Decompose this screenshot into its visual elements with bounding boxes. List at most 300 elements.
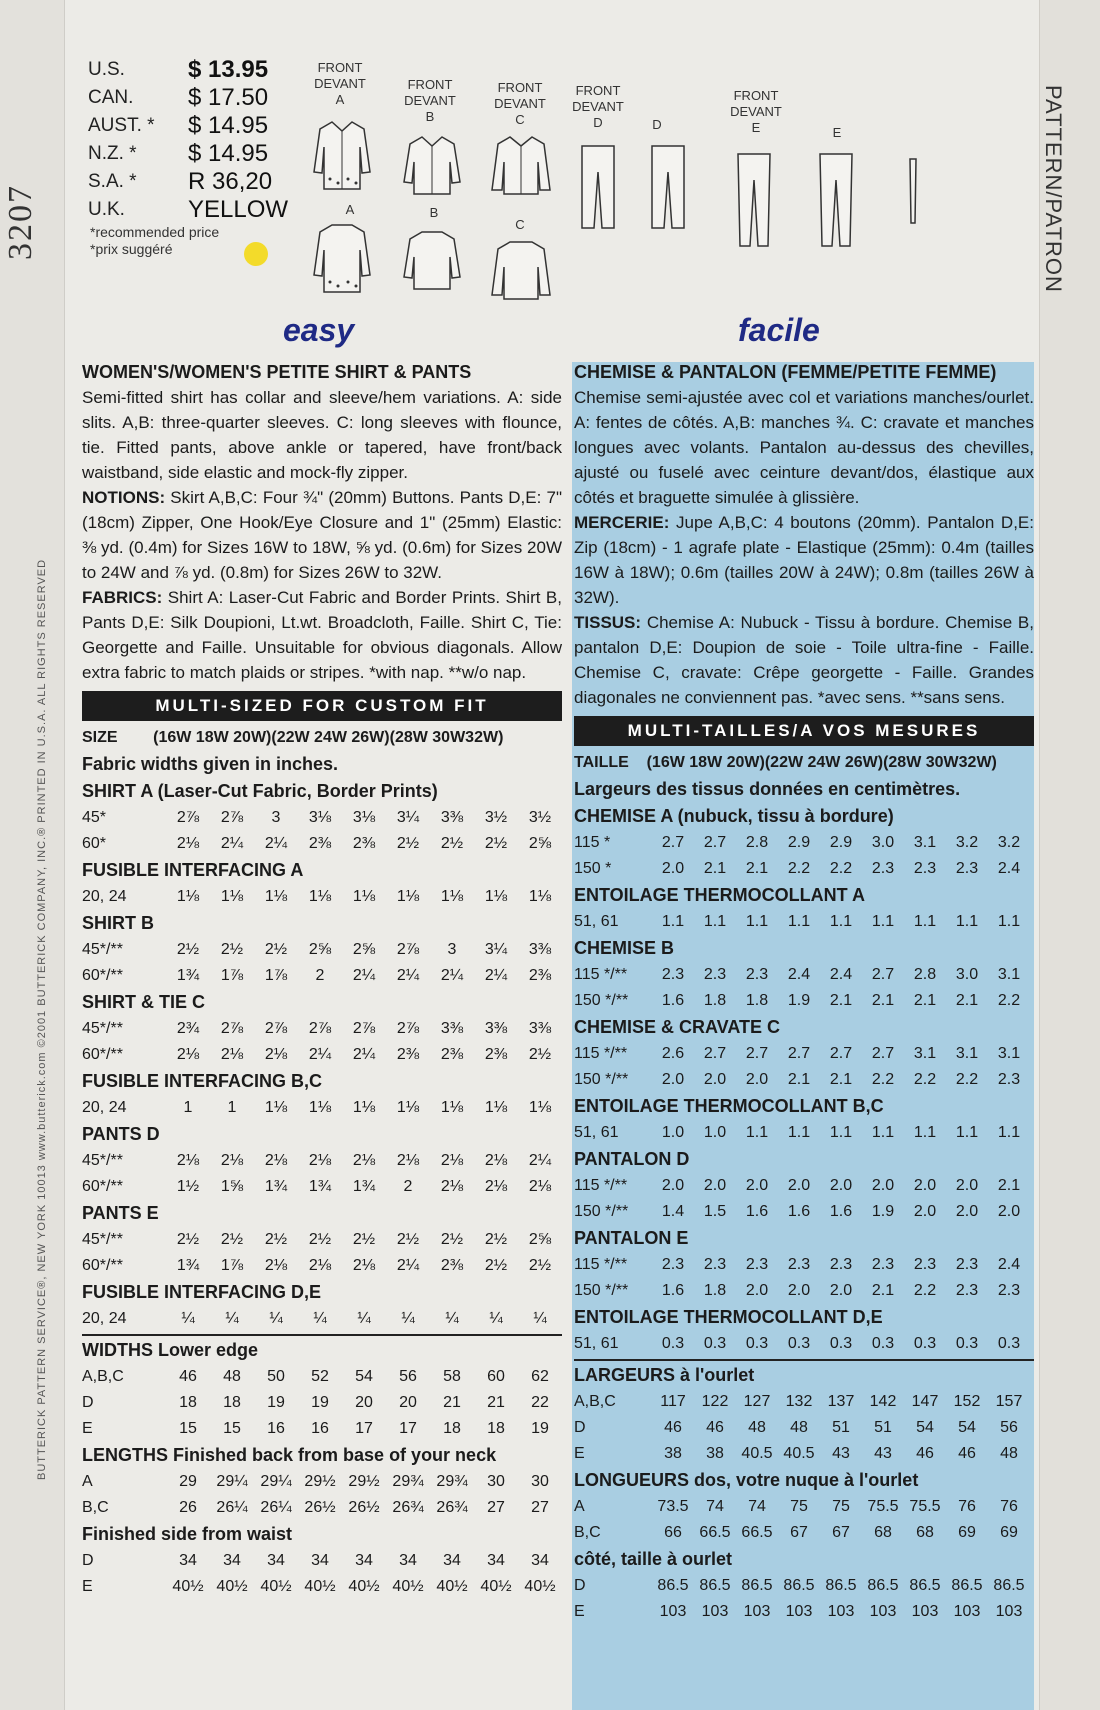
view-label: FRONT DEVANT E bbox=[730, 88, 782, 135]
table-cell: 76 bbox=[958, 1497, 976, 1515]
table-cell: 40½ bbox=[348, 1577, 380, 1595]
table-cell: 2¼ bbox=[264, 834, 288, 852]
table-cell: 2½ bbox=[528, 1256, 552, 1274]
table-cell: 3 bbox=[271, 808, 281, 826]
table-cell: 1.8 bbox=[745, 991, 769, 1009]
table-cell: ¼ bbox=[357, 1309, 371, 1327]
table-cell: 2⅝ bbox=[352, 940, 376, 958]
table-rule bbox=[574, 1359, 1034, 1361]
table-cell: 34 bbox=[487, 1551, 505, 1569]
table-cell: 26¼ bbox=[260, 1498, 292, 1516]
table-cell: 1.1 bbox=[997, 912, 1021, 930]
price-value: $ 17.50 bbox=[188, 84, 269, 111]
row-key: 60*/** bbox=[82, 1256, 123, 1274]
table-cell: 2⅛ bbox=[220, 1045, 244, 1063]
table-cell: 18 bbox=[223, 1393, 241, 1411]
table-cell: 2.4 bbox=[997, 1255, 1021, 1273]
table-cell: 2½ bbox=[440, 1230, 464, 1248]
table-cell: 29½ bbox=[348, 1472, 380, 1490]
table-section-title: Finished side from waist bbox=[82, 1524, 293, 1544]
table-cell: 2.3 bbox=[997, 1281, 1021, 1299]
row-key: E bbox=[574, 1602, 585, 1620]
table-cell: 2.7 bbox=[745, 1044, 769, 1062]
table-cell: 2⅛ bbox=[264, 1256, 288, 1274]
table-row bbox=[82, 1389, 562, 1415]
table-cell: 2.4 bbox=[997, 859, 1021, 877]
table-cell: ¼ bbox=[533, 1309, 547, 1327]
table-cell: 1⅛ bbox=[220, 887, 244, 905]
pants-d-back-icon bbox=[648, 142, 688, 232]
row-key: 150 */** bbox=[574, 1070, 629, 1088]
table-cell: 3⅜ bbox=[440, 808, 464, 826]
table-cell: 3.2 bbox=[955, 833, 979, 851]
view-label: A bbox=[345, 202, 355, 217]
view-label: FRONT DEVANT C bbox=[494, 80, 546, 127]
table-cell: 2½ bbox=[440, 834, 464, 852]
price-note: *prix suggéré bbox=[90, 241, 173, 257]
table-cell: 2.3 bbox=[661, 1255, 685, 1273]
row-key: 150 */** bbox=[574, 991, 629, 1009]
table-cell: 2.1 bbox=[745, 859, 769, 877]
table-cell: 2.8 bbox=[745, 833, 769, 851]
table-cell: 1¾ bbox=[176, 1256, 200, 1274]
table-cell: 46 bbox=[706, 1418, 724, 1436]
price-country: CAN. bbox=[88, 87, 134, 108]
table-cell: 1.6 bbox=[661, 991, 685, 1009]
table-cell: 2.3 bbox=[871, 859, 895, 877]
row-key: A bbox=[82, 1472, 93, 1490]
table-cell: 2.0 bbox=[661, 1070, 685, 1088]
table-section-title: ENTOILAGE THERMOCOLLANT D,E bbox=[574, 1307, 883, 1327]
row-key: 20, 24 bbox=[82, 1098, 127, 1116]
table-cell: 2½ bbox=[352, 1230, 376, 1248]
table-cell: 1.1 bbox=[955, 912, 979, 930]
row-key: 45*/** bbox=[82, 1019, 123, 1037]
table-row bbox=[82, 830, 562, 856]
table-cell: 2⅞ bbox=[396, 940, 420, 958]
view-label: E bbox=[832, 125, 842, 140]
table-cell: 2.0 bbox=[787, 1176, 811, 1194]
table-cell: 2⅛ bbox=[176, 1151, 200, 1169]
table-cell: 3½ bbox=[528, 808, 552, 826]
table-cell: 2⅜ bbox=[352, 834, 376, 852]
english-yardage-table bbox=[82, 779, 562, 1599]
table-cell: 29¾ bbox=[392, 1472, 424, 1490]
table-cell: 2.8 bbox=[913, 965, 937, 983]
row-key: 150 */** bbox=[574, 1281, 629, 1299]
table-cell: 86.5 bbox=[867, 1576, 899, 1594]
table-cell: 2.0 bbox=[787, 1281, 811, 1299]
table-row bbox=[574, 829, 1034, 855]
table-cell: 56 bbox=[1000, 1418, 1018, 1436]
table-cell: 54 bbox=[958, 1418, 976, 1436]
table-row bbox=[82, 804, 562, 830]
side-label: PATTERN/PATRON bbox=[1041, 85, 1066, 293]
copyright-line: BUTTERICK PATTERN SERVICE®, NEW YORK 10013 www.butterick.com ©2001 BUTTERICK COMPANY, INC.® PRINTED IN U.S.A. ALL RIGHTS RESERVED bbox=[36, 558, 48, 1480]
price-row bbox=[88, 112, 288, 140]
table-cell: 40½ bbox=[304, 1577, 336, 1595]
table-cell: 2½ bbox=[396, 834, 420, 852]
table-cell: 15 bbox=[223, 1419, 241, 1437]
table-cell: 1.1 bbox=[703, 912, 727, 930]
table-cell: 2⅛ bbox=[264, 1045, 288, 1063]
price-row bbox=[88, 56, 288, 84]
table-cell: 48 bbox=[1000, 1444, 1018, 1462]
table-cell: 1.6 bbox=[661, 1281, 685, 1299]
table-cell: 40½ bbox=[524, 1577, 556, 1595]
table-cell: 48 bbox=[223, 1367, 241, 1385]
table-cell: 103 bbox=[743, 1602, 771, 1620]
table-cell: 1⅛ bbox=[440, 1098, 464, 1116]
table-cell: 0.3 bbox=[745, 1334, 769, 1352]
table-cell: 2.0 bbox=[955, 1202, 979, 1220]
row-key: 115 */** bbox=[574, 1255, 628, 1273]
table-cell: 2½ bbox=[264, 940, 288, 958]
shirt-a-back-icon bbox=[312, 220, 372, 300]
table-cell: 2.3 bbox=[955, 1281, 979, 1299]
table-cell: 3⅜ bbox=[440, 1019, 464, 1037]
table-cell: 2¼ bbox=[352, 966, 376, 984]
table-cell: 86.5 bbox=[741, 1576, 773, 1594]
table-section-title: SHIRT B bbox=[82, 913, 154, 933]
table-cell: 2⅛ bbox=[176, 834, 200, 852]
table-cell: 2.1 bbox=[787, 1070, 811, 1088]
price-country: S.A. * bbox=[88, 171, 137, 192]
table-cell: 1¾ bbox=[352, 1177, 376, 1195]
table-cell: 20 bbox=[355, 1393, 373, 1411]
row-key: D bbox=[82, 1551, 94, 1569]
english-column bbox=[82, 360, 562, 1599]
table-cell: 0.3 bbox=[955, 1334, 979, 1352]
view-label: C bbox=[515, 217, 525, 232]
table-cell: 2.3 bbox=[997, 1070, 1021, 1088]
table-cell: 2⅜ bbox=[308, 834, 332, 852]
table-row bbox=[82, 1573, 562, 1599]
table-section-title: PANTS D bbox=[82, 1124, 160, 1144]
table-section-title: WIDTHS Lower edge bbox=[82, 1340, 259, 1360]
table-cell: 2.4 bbox=[829, 965, 853, 983]
table-row bbox=[82, 1415, 562, 1441]
price-value: R 36,20 bbox=[188, 168, 273, 195]
table-cell: 40½ bbox=[260, 1577, 292, 1595]
row-key: E bbox=[82, 1419, 93, 1437]
table-row bbox=[574, 1277, 1034, 1303]
table-cell: 2.0 bbox=[913, 1176, 937, 1194]
table-cell: 137 bbox=[827, 1392, 855, 1410]
table-cell: 1.0 bbox=[703, 1123, 727, 1141]
table-cell: 2¼ bbox=[396, 1256, 420, 1274]
table-section-title: ENTOILAGE THERMOCOLLANT B,C bbox=[574, 1096, 884, 1116]
table-cell: 3⅜ bbox=[484, 1019, 508, 1037]
table-cell: 1⅛ bbox=[308, 1098, 332, 1116]
table-cell: 0.3 bbox=[913, 1334, 937, 1352]
table-cell: 2.3 bbox=[955, 859, 979, 877]
table-cell: 68 bbox=[916, 1523, 934, 1541]
row-key: D bbox=[574, 1576, 586, 1594]
table-cell: 1.5 bbox=[703, 1202, 727, 1220]
row-key: 51, 61 bbox=[574, 1123, 619, 1141]
table-cell: 2.3 bbox=[661, 965, 685, 983]
table-cell: 2.7 bbox=[703, 833, 727, 851]
table-cell: 69 bbox=[1000, 1523, 1018, 1541]
table-cell: 1⅛ bbox=[396, 887, 420, 905]
price-value: $ 14.95 bbox=[188, 112, 269, 139]
table-cell: 26¼ bbox=[216, 1498, 248, 1516]
table-section-title: LONGUEURS dos, votre nuque à l'ourlet bbox=[574, 1470, 919, 1490]
table-cell: 56 bbox=[399, 1367, 417, 1385]
table-cell: 86.5 bbox=[909, 1576, 941, 1594]
table-cell: 2.1 bbox=[829, 991, 853, 1009]
row-key: 51, 61 bbox=[574, 912, 619, 930]
shirt-b-front-icon bbox=[402, 132, 462, 202]
row-key: 20, 24 bbox=[82, 887, 127, 905]
table-cell: 2⅛ bbox=[308, 1151, 332, 1169]
table-cell: 147 bbox=[911, 1392, 939, 1410]
table-cell: 1 bbox=[183, 1098, 193, 1116]
table-cell: 2½ bbox=[396, 1230, 420, 1248]
table-cell: 66.5 bbox=[741, 1523, 773, 1541]
table-cell: 51 bbox=[832, 1418, 850, 1436]
table-cell: 1¾ bbox=[264, 1177, 288, 1195]
table-cell: 2⅜ bbox=[484, 1045, 508, 1063]
table-cell: 2⅛ bbox=[484, 1151, 508, 1169]
table-cell: 0.3 bbox=[661, 1334, 685, 1352]
table-cell: 1.6 bbox=[745, 1202, 769, 1220]
table-cell: 54 bbox=[916, 1418, 934, 1436]
table-cell: 1.9 bbox=[787, 991, 811, 1009]
table-cell: 40½ bbox=[480, 1577, 512, 1595]
table-cell: 1.1 bbox=[913, 912, 937, 930]
table-row bbox=[574, 1388, 1034, 1414]
table-cell: 3⅜ bbox=[528, 1019, 552, 1037]
table-cell: 2.0 bbox=[661, 1176, 685, 1194]
table-cell: 2.9 bbox=[829, 833, 853, 851]
table-cell: 19 bbox=[311, 1393, 329, 1411]
table-cell: 2.3 bbox=[745, 1255, 769, 1273]
row-key: 150 */** bbox=[574, 1202, 629, 1220]
table-cell: 2⅛ bbox=[352, 1151, 376, 1169]
table-cell: 3⅜ bbox=[528, 940, 552, 958]
table-row bbox=[82, 962, 562, 988]
table-cell: 2.1 bbox=[913, 991, 937, 1009]
table-cell: 1.1 bbox=[787, 1123, 811, 1141]
english-fabrics: FABRICS: Shirt A: Laser-Cut Fabric and Border Prints. Shirt B, Pants D,E: Silk Doupioni, Lt.wt. Broadcloth, Faille. Shirt C, Tie: Georgette and Faille. Unsuitable for obvious diagonals. Allow extra fabric to match plaids or stripes. *with nap. **w/o nap. bbox=[82, 588, 562, 682]
table-cell: ¼ bbox=[181, 1309, 195, 1327]
table-cell: 1 bbox=[227, 1098, 237, 1116]
table-cell: 2.0 bbox=[661, 859, 685, 877]
price-row bbox=[88, 168, 288, 196]
row-key: 60*/** bbox=[82, 1045, 123, 1063]
table-cell: 2.7 bbox=[829, 1044, 853, 1062]
table-cell: 40½ bbox=[436, 1577, 468, 1595]
table-cell: 103 bbox=[911, 1602, 939, 1620]
table-cell: 75.5 bbox=[909, 1497, 941, 1515]
english-size-row: SIZE (16W 18W 20W)(22W 24W 26W)(28W 30W32W) bbox=[82, 729, 504, 746]
table-cell: 66 bbox=[664, 1523, 682, 1541]
row-key: 60* bbox=[82, 834, 107, 852]
table-cell: 2¼ bbox=[528, 1151, 552, 1169]
row-key: 45*/** bbox=[82, 1151, 123, 1169]
table-cell: 1⅛ bbox=[440, 887, 464, 905]
table-cell: 103 bbox=[995, 1602, 1023, 1620]
table-cell: 2.2 bbox=[913, 1281, 937, 1299]
row-key: D bbox=[82, 1393, 94, 1411]
table-row bbox=[574, 908, 1034, 934]
row-key: A bbox=[574, 1497, 585, 1515]
table-cell: 103 bbox=[827, 1602, 855, 1620]
table-cell: 103 bbox=[953, 1602, 981, 1620]
table-cell: 2¾ bbox=[176, 1019, 200, 1037]
table-cell: 2½ bbox=[176, 940, 200, 958]
table-cell: 75.5 bbox=[867, 1497, 899, 1515]
table-cell: 1.1 bbox=[871, 1123, 895, 1141]
english-description: Semi-fitted shirt has collar and sleeve/hem variations. A: side slits. A,B: three-quarter sleeves. C: long sleeves with flounce, tie. Fitted pants, above ankle or tapered, have front/back waistband, side elastic and mock-fly zipper. bbox=[82, 388, 562, 482]
table-cell: 19 bbox=[267, 1393, 285, 1411]
table-cell: 46 bbox=[916, 1444, 934, 1462]
table-cell: 16 bbox=[311, 1419, 329, 1437]
table-cell: 75 bbox=[790, 1497, 808, 1515]
english-notions: NOTIONS: Skirt A,B,C: Four ¾" (20mm) Buttons. Pants D,E: 7" (18cm) Zipper, One Hook/Eye Closure and 1" (25mm) Elastic: ⅜ yd. (0.4m) for Sizes 16W to 18W, ⅝ yd. (0.6m) for Sizes 20W to 24W and ⅞ yd. (0.8m) for Sizes 26W to 32W. bbox=[82, 488, 562, 582]
table-cell: 2⅛ bbox=[440, 1177, 464, 1195]
table-cell: 2.0 bbox=[703, 1176, 727, 1194]
table-cell: 1.1 bbox=[829, 912, 853, 930]
table-cell: 34 bbox=[311, 1551, 329, 1569]
pattern-number: 3207 bbox=[2, 184, 39, 260]
row-key: B,C bbox=[574, 1523, 601, 1541]
table-cell: 66.5 bbox=[699, 1523, 731, 1541]
table-cell: 26 bbox=[179, 1498, 197, 1516]
shirt-b-back-icon bbox=[402, 227, 462, 297]
table-cell: 1⅛ bbox=[308, 887, 332, 905]
table-cell: 50 bbox=[267, 1367, 285, 1385]
english-title: WOMEN'S/WOMEN'S PETITE SHIRT & PANTS bbox=[82, 362, 472, 382]
table-cell: 18 bbox=[179, 1393, 197, 1411]
table-cell: 1.1 bbox=[829, 1123, 853, 1141]
table-cell: 103 bbox=[701, 1602, 729, 1620]
table-row bbox=[82, 936, 562, 962]
row-key: D bbox=[574, 1418, 586, 1436]
table-cell: 2⅛ bbox=[352, 1256, 376, 1274]
price-note: *recommended price bbox=[90, 224, 220, 240]
table-cell: 1.1 bbox=[745, 1123, 769, 1141]
table-cell: 26¾ bbox=[392, 1498, 424, 1516]
table-cell: 3¼ bbox=[396, 808, 420, 826]
table-cell: 29 bbox=[179, 1472, 197, 1490]
table-section-title: CHEMISE & CRAVATE C bbox=[574, 1017, 781, 1037]
pants-d-front-icon bbox=[578, 142, 618, 232]
table-section-title: SHIRT & TIE C bbox=[82, 992, 206, 1012]
table-cell: 2⅝ bbox=[528, 1230, 552, 1248]
table-cell: 22 bbox=[531, 1393, 549, 1411]
table-cell: 2.2 bbox=[955, 1070, 979, 1088]
table-cell: 152 bbox=[953, 1392, 981, 1410]
table-cell: 26½ bbox=[348, 1498, 380, 1516]
table-cell: 67 bbox=[790, 1523, 808, 1541]
table-cell: 2.3 bbox=[703, 965, 727, 983]
french-title: CHEMISE & PANTALON (FEMME/PETITE FEMME) bbox=[574, 362, 997, 382]
pants-e-front-icon bbox=[734, 150, 774, 250]
table-cell: 1⅛ bbox=[264, 1098, 288, 1116]
french-yardage-table bbox=[574, 804, 1034, 1624]
french-section-bar: MULTI-TAILLES/A VOS MESURES bbox=[574, 716, 1034, 746]
table-cell: 48 bbox=[790, 1418, 808, 1436]
table-cell: 2⅞ bbox=[220, 808, 244, 826]
table-cell: 1.8 bbox=[703, 991, 727, 1009]
french-column bbox=[574, 360, 1034, 1624]
row-key: 115 */** bbox=[574, 965, 628, 983]
table-cell: 30 bbox=[487, 1472, 505, 1490]
table-cell: 132 bbox=[785, 1392, 813, 1410]
table-cell: 2⅜ bbox=[440, 1256, 464, 1274]
table-cell: 1.4 bbox=[661, 1202, 685, 1220]
table-cell: 34 bbox=[223, 1551, 241, 1569]
table-section-title: FUSIBLE INTERFACING D,E bbox=[82, 1282, 322, 1302]
table-cell: 3⅛ bbox=[308, 808, 332, 826]
table-cell: 67 bbox=[832, 1523, 850, 1541]
table-cell: 2.1 bbox=[955, 991, 979, 1009]
table-cell: 1⅞ bbox=[264, 966, 288, 984]
table-cell: 2⅞ bbox=[396, 1019, 420, 1037]
table-cell: 2.0 bbox=[829, 1176, 853, 1194]
table-cell: 30 bbox=[531, 1472, 549, 1490]
table-cell: 1⅛ bbox=[396, 1098, 420, 1116]
row-key: 45* bbox=[82, 808, 107, 826]
table-row bbox=[82, 1015, 562, 1041]
row-key: 20, 24 bbox=[82, 1309, 127, 1327]
table-cell: 1.1 bbox=[871, 912, 895, 930]
table-cell: 2.7 bbox=[703, 1044, 727, 1062]
price-value: $ 14.95 bbox=[188, 140, 269, 167]
table-cell: 2.7 bbox=[787, 1044, 811, 1062]
french-description: Chemise semi-ajustée avec col et variations manches/ourlet. A: fentes de côtés. A,B: manches ¾. C: cravate et manches longues avec volants. Pantalon au-dessus des chevilles, ajusté ou fuselé avec ceinture devant/dos, élastique aux côtés et braguette simulée à glissière. bbox=[574, 388, 1034, 507]
table-cell: 43 bbox=[832, 1444, 850, 1462]
row-key: A,B,C bbox=[82, 1367, 124, 1385]
tie-icon bbox=[906, 157, 920, 227]
table-row bbox=[82, 1494, 562, 1520]
table-cell: 3.1 bbox=[997, 965, 1021, 983]
table-cell: 74 bbox=[706, 1497, 724, 1515]
table-cell: 2⅞ bbox=[176, 808, 200, 826]
table-cell: 2.0 bbox=[745, 1070, 769, 1088]
table-cell: 3.1 bbox=[913, 833, 937, 851]
table-row bbox=[574, 1251, 1034, 1277]
table-cell: ¼ bbox=[445, 1309, 459, 1327]
table-cell: 2.0 bbox=[913, 1202, 937, 1220]
english-width-note: Fabric widths given in inches. bbox=[82, 754, 339, 774]
price-country: U.K. bbox=[88, 199, 125, 220]
table-cell: 46 bbox=[179, 1367, 197, 1385]
view-label: FRONT DEVANT D bbox=[572, 83, 624, 130]
table-cell: 2.7 bbox=[871, 965, 895, 983]
table-cell: 1⅛ bbox=[528, 1098, 552, 1116]
table-cell: ¼ bbox=[313, 1309, 327, 1327]
table-cell: 46 bbox=[664, 1418, 682, 1436]
table-cell: 2⅜ bbox=[440, 1045, 464, 1063]
table-row bbox=[574, 1598, 1034, 1624]
table-row bbox=[574, 1519, 1034, 1545]
table-cell: 103 bbox=[869, 1602, 897, 1620]
row-key: 45*/** bbox=[82, 940, 123, 958]
table-cell: 2.2 bbox=[997, 991, 1021, 1009]
row-key: A,B,C bbox=[574, 1392, 616, 1410]
table-cell: 34 bbox=[179, 1551, 197, 1569]
table-cell: 86.5 bbox=[825, 1576, 857, 1594]
table-cell: 21 bbox=[443, 1393, 461, 1411]
table-section-title: côté, taille à ourlet bbox=[574, 1549, 733, 1569]
table-cell: 1⅛ bbox=[484, 887, 508, 905]
table-row bbox=[82, 1252, 562, 1278]
table-cell: 2.3 bbox=[913, 1255, 937, 1273]
